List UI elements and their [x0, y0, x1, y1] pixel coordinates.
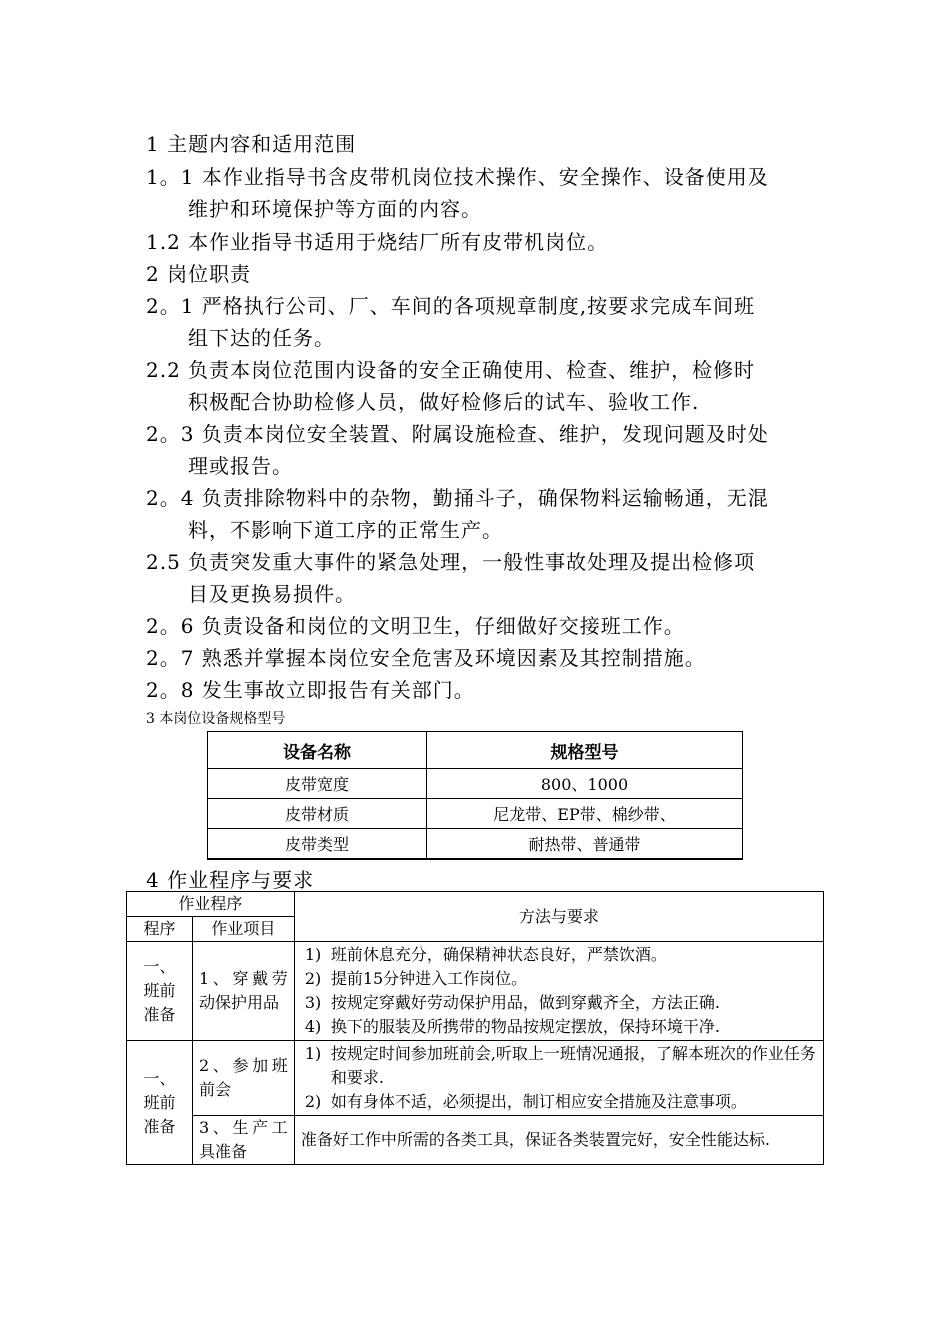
- list-item: 1) 按规定时间参加班前会,听取上一班情况通报，了解本班次的作业任务和要求.: [304, 1044, 816, 1087]
- work-item-cell: 3、生产工具准备: [192, 1116, 294, 1165]
- section1-heading: 1 主题内容和适用范围: [146, 132, 357, 156]
- method-cell: 准备好工作中所需的各类工具，保证各类装置完好，安全性能达标.: [294, 1116, 823, 1165]
- cell-name: 皮带材质: [208, 799, 427, 829]
- table-row: [208, 829, 743, 860]
- cell-spec: 耐热带、普通带: [427, 829, 743, 860]
- section4-heading: 4 作业程序与要求: [146, 868, 315, 892]
- cell-name: 皮带宽度: [208, 769, 427, 799]
- list-item: 4) 换下的服装及所携带的物品按规定摆放，保持环境干净.: [304, 1017, 720, 1036]
- step-cell: [127, 942, 193, 1041]
- para-2-2-line2: 积极配合协助检修人员，做好检修后的试车、验收工作.: [188, 390, 700, 414]
- header-work-procedure: 作业程序: [127, 892, 295, 917]
- header-spec-model: 规格型号: [427, 732, 743, 769]
- step-cell: [127, 1041, 193, 1165]
- table-row: [127, 1041, 824, 1116]
- para-2-4-line1: 2。4 负责排除物料中的杂物，勤捅斗子，确保物料运输畅通，无混: [146, 486, 769, 510]
- table-header-row: [208, 732, 743, 769]
- para-2-3-line1: 2。3 负责本岗位安全装置、附属设施检查、维护，发现问题及时处: [146, 422, 769, 446]
- table-header-row: [127, 892, 824, 917]
- table-row: [127, 942, 824, 1041]
- para-2-4-line2: 料，不影响下道工序的正常生产。: [188, 518, 503, 542]
- list-item: 3) 按规定穿戴好劳动保护用品，做到穿戴齐全，方法正确.: [304, 993, 720, 1012]
- para-2-2-line1: 2.2 负责本岗位范围内设备的安全正确使用、检查、维护，检修时: [146, 358, 756, 382]
- para-2-7: 2。7 熟悉并掌握本岗位安全危害及环境因素及其控制措施。: [146, 646, 706, 670]
- section2-heading: 2 岗位职责: [146, 262, 252, 286]
- work-item-cell: 1、穿戴劳动保护用品: [192, 942, 294, 1041]
- para-2-8: 2。8 发生事故立即报告有关部门。: [146, 678, 475, 702]
- para-2-3-line2: 理或报告。: [188, 454, 293, 478]
- para-2-5-line1: 2.5 负责突发重大事件的紧急处理，一般性事故处理及提出检修项: [146, 550, 756, 574]
- step-text: 班前: [143, 981, 176, 1000]
- para-2-6: 2。6 负责设备和岗位的文明卫生，仔细做好交接班工作。: [146, 614, 685, 638]
- para-2-1-line2: 组下达的任务。: [188, 326, 335, 350]
- header-method: 方法与要求: [294, 892, 823, 942]
- list-item: 2) 如有身体不适，必须提出，制订相应安全措施及注意事项。: [304, 1092, 747, 1111]
- table-row: [208, 769, 743, 799]
- cell-spec: 尼龙带、EP带、棉纱带、: [427, 799, 743, 829]
- work-item-cell: 2、参加班前会: [192, 1041, 294, 1116]
- cell-spec: 800、1000: [427, 769, 743, 799]
- step-text: 一、: [143, 1068, 176, 1088]
- step-text: 准备: [143, 1005, 176, 1024]
- step-text: 班前: [143, 1092, 176, 1112]
- method-cell: [294, 1041, 823, 1116]
- header-equipment-name: 设备名称: [208, 732, 427, 769]
- procedure-table: [126, 891, 824, 1165]
- para-1-2: 1.2 本作业指导书适用于烧结厂所有皮带机岗位。: [146, 230, 609, 254]
- table-row: [208, 799, 743, 829]
- cell-name: 皮带类型: [208, 829, 427, 860]
- table-row: [127, 1116, 824, 1165]
- para-1-1-line1: 1。1 本作业指导书含皮带机岗位技术操作、安全操作、设备使用及: [146, 165, 769, 189]
- equipment-spec-table: [207, 731, 743, 860]
- header-work-item: 作业项目: [192, 917, 294, 942]
- para-2-1-line1: 2。1 严格执行公司、厂、车间的各项规章制度,按要求完成车间班: [146, 294, 756, 318]
- header-step: 程序: [127, 917, 193, 942]
- section3-heading: 3 本岗位设备规格型号: [146, 711, 286, 727]
- list-item: 2) 提前15分钟进入工作岗位。: [304, 969, 528, 988]
- para-1-1-line2: 维护和环境保护等方面的内容。: [188, 197, 482, 221]
- method-cell: [294, 942, 823, 1041]
- para-2-5-line2: 目及更换易损件。: [188, 582, 356, 606]
- step-text: 准备: [143, 1116, 176, 1136]
- step-text: 一、: [143, 957, 176, 976]
- list-item: 1) 班前休息充分，确保精神状态良好，严禁饮酒。: [304, 945, 667, 964]
